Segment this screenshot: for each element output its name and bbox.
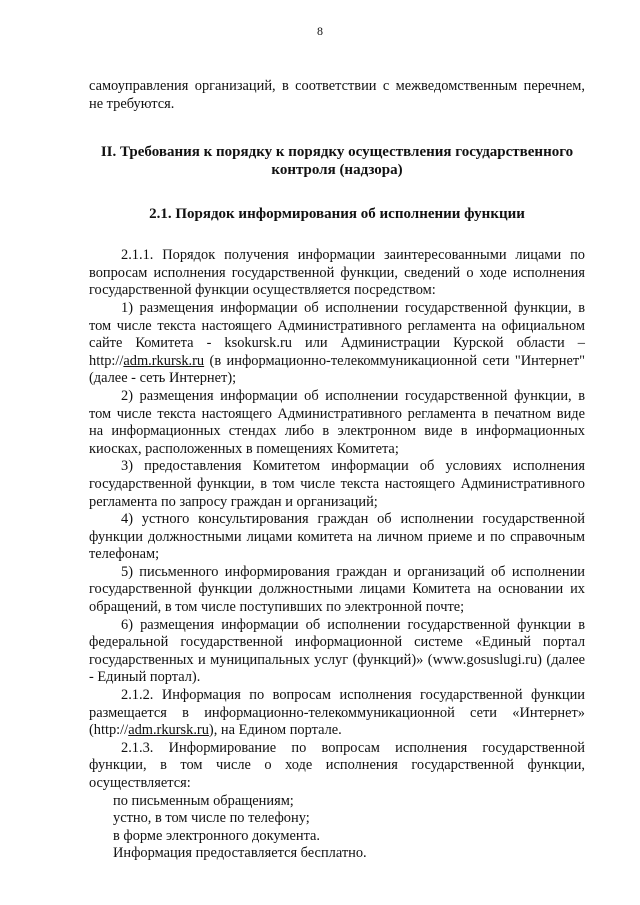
section-heading: II. Требования к порядку к порядку осуществления государственного контроля (надзора) — [100, 144, 574, 179]
subsection-heading: 2.1. Порядок информирования об исполнении функции — [149, 206, 525, 223]
adm-rkursk-link-2[interactable]: adm.rkursk.ru — [128, 722, 209, 739]
paragraph-2-1-2 — [89, 687, 585, 740]
paragraph-2-1-2-text-b: ), на Едином портале. — [208, 722, 342, 739]
way-item: по письменным обращениям; — [113, 792, 294, 809]
list-item-6: 6) размещения информации об исполнении государственной функции в федеральной государственной информационной системе «Единый портал государственных и муниципальных услуг (функций)» (www.gosuslugi.ru) (далее - Единый портал). — [89, 616, 585, 686]
list-item-1-text-a: 1) размещения информации об исполнении государственной функции, в том числе текста настоящего Административного регламента на официальном сайте Комитета - ksokursk.ru или Администрации Курской области – http:// — [89, 299, 585, 369]
adm-rkursk-link[interactable]: adm.rkursk.ru — [123, 352, 205, 369]
list-item-1 — [89, 300, 585, 388]
paragraph-2-1-1: 2.1.1. Порядок получения информации заинтересованными лицами по вопросам исполнения государственной функции, сведений о ходе исполнения государственной функции осуществляется посредством: — [89, 247, 585, 299]
document-body — [89, 78, 585, 863]
intro-paragraph: самоуправления организаций, в соответствии с межведомственным перечнем, не требуются. — [89, 78, 585, 112]
list-item-4: 4) устного консультирования граждан об исполнении государственной функции должностными лицами комитета на личном приеме и по справочным телефонам; — [89, 511, 585, 563]
paragraph-2-1-3: 2.1.3. Информирование по вопросам исполнения государственной функции, в том числе о ходе исполнения государственной функции, осуществляется: — [89, 739, 585, 791]
page-number: 8 — [317, 24, 323, 38]
list-item-2: 2) размещения информации об исполнении государственной функции, в том числе текста настоящего Административного регламента в печатном виде на информационных стендах либо в электронном виде в информационных киосках, расположенных в помещениях Комитета; — [89, 387, 585, 457]
list-item-3: 3) предоставления Комитетом информации об условиях исполнения государственной функции, в том числе текста настоящего Административного регламента по запросу граждан и организаций; — [89, 458, 585, 510]
list-item-1-text-b: (в информационно-телекоммуникационной сети "Интернет" (далее - сеть Интернет); — [89, 352, 585, 387]
paragraph-2-1-2-text-a: 2.1.2. Информация по вопросам исполнения государственной функции размещается в информационно-телекоммуникационной сети «Интернет» (http:// — [89, 687, 585, 739]
way-item: устно, в том числе по телефону; — [113, 810, 310, 827]
way-item: в форме электронного документа. — [113, 827, 321, 844]
list-item-5: 5) письменного информирования граждан и организаций об исполнении государственной функции должностными лицами Комитета на основании их обращений, в том числе поступивших по электронной почте; — [89, 563, 585, 616]
closing-line: Информация предоставляется бесплатно. — [113, 845, 367, 862]
